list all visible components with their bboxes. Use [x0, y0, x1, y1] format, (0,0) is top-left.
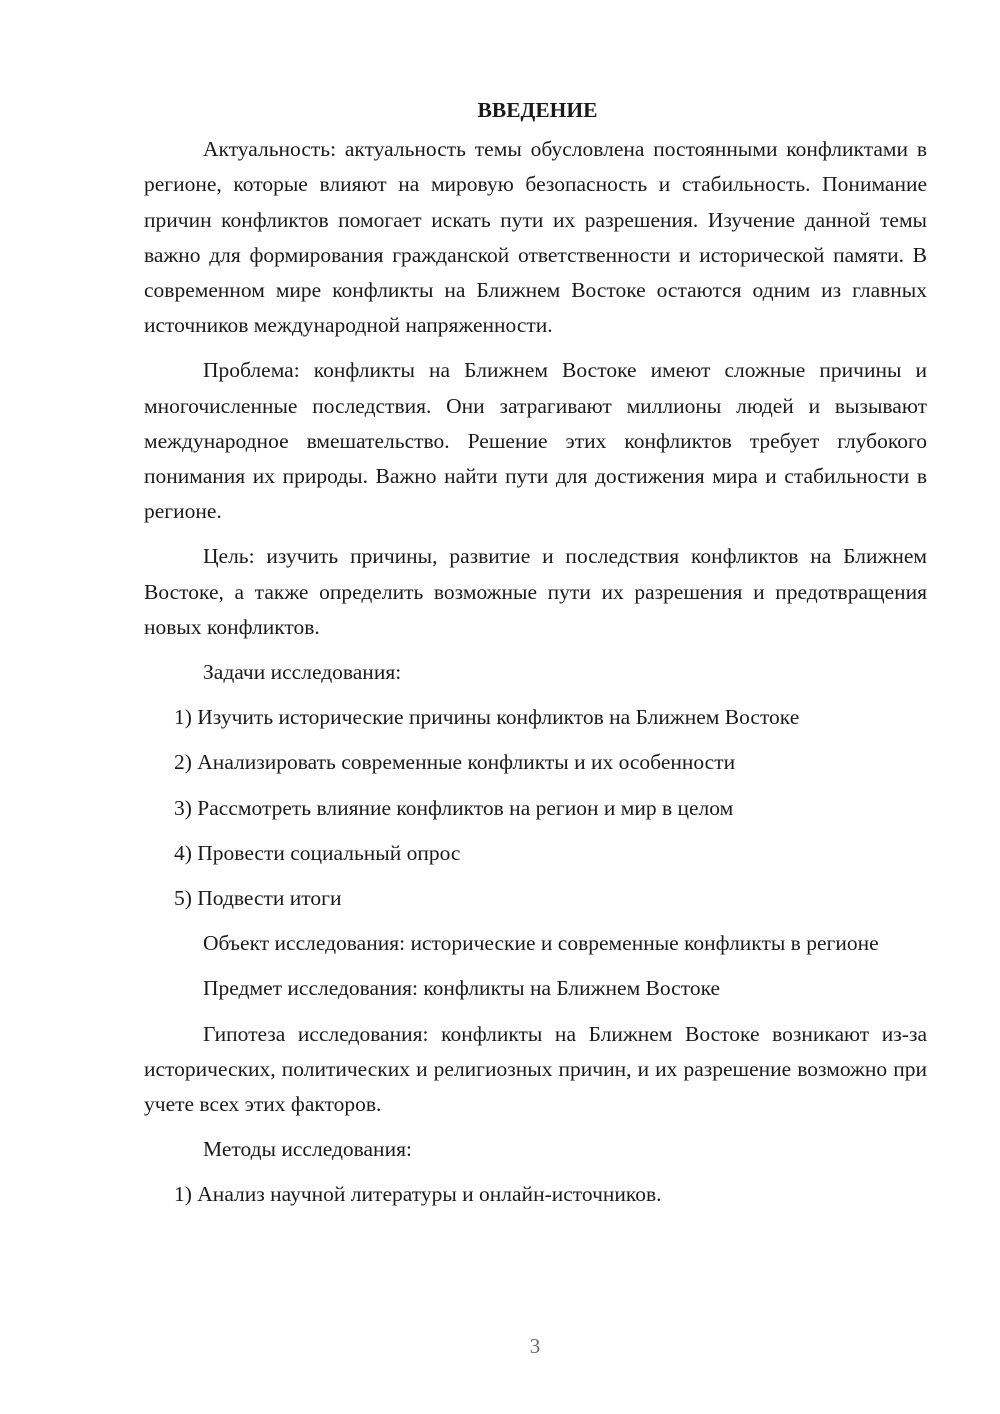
page-content	[144, 93, 927, 1223]
object-paragraph: Объект исследования: исторические и современные конфликты в регионе	[203, 931, 879, 956]
tasks-heading: Задачи исследования:	[203, 660, 402, 685]
goal-paragraph: Цель: изучить причины, развитие и последствия конфликтов на Ближнем Востоке, а также определить возможные пути их разрешения и предотвращения новых конфликтов.	[144, 544, 927, 639]
method-item: 1) Анализ научной литературы и онлайн-источников.	[174, 1182, 662, 1207]
hypothesis-paragraph: Гипотеза исследования: конфликты на Ближнем Востоке возникают из-за исторических, политических и религиозных причин, и их разрешение возможно при учете всех этих факторов.	[144, 1021, 927, 1117]
page-number: 3	[529, 1334, 541, 1358]
task-item: 1) Изучить исторические причины конфликтов на Ближнем Востоке	[174, 705, 800, 730]
task-item: 5) Подвести итоги	[174, 886, 342, 911]
methods-heading: Методы исследования:	[203, 1137, 412, 1162]
task-item: 4) Провести социальный опрос	[174, 840, 461, 865]
section-title: ВВЕДЕНИЕ	[477, 98, 598, 122]
task-item: 2) Анализировать современные конфликты и их особенности	[174, 750, 736, 775]
subject-paragraph: Предмет исследования: конфликты на Ближнем Востоке	[203, 976, 721, 1001]
task-item: 3) Рассмотреть влияние конфликтов на регион и мир в целом	[174, 795, 734, 820]
problem-paragraph: Проблема: конфликты на Ближнем Востоке имеют сложные причины и многочисленные последствия. Они затрагивают миллионы людей и вызывают международное вмешательство. Решение этих конфликтов требует глубокого понимания их природы. Важно найти пути для достижения мира и стабильности в регионе.	[144, 358, 927, 524]
relevance-paragraph: Актуальность: актуальность темы обусловлена постоянными конфликтами в регионе, которые влияют на мировую безопасность и стабильность. Понимание причин конфликтов помогает искать пути их разрешения. Изучение данной темы важно для формирования гражданской ответственности и исторической памяти. В современном мире конфликты на Ближнем Востоке остаются одним из главных источников международной напряженности.	[144, 137, 927, 338]
